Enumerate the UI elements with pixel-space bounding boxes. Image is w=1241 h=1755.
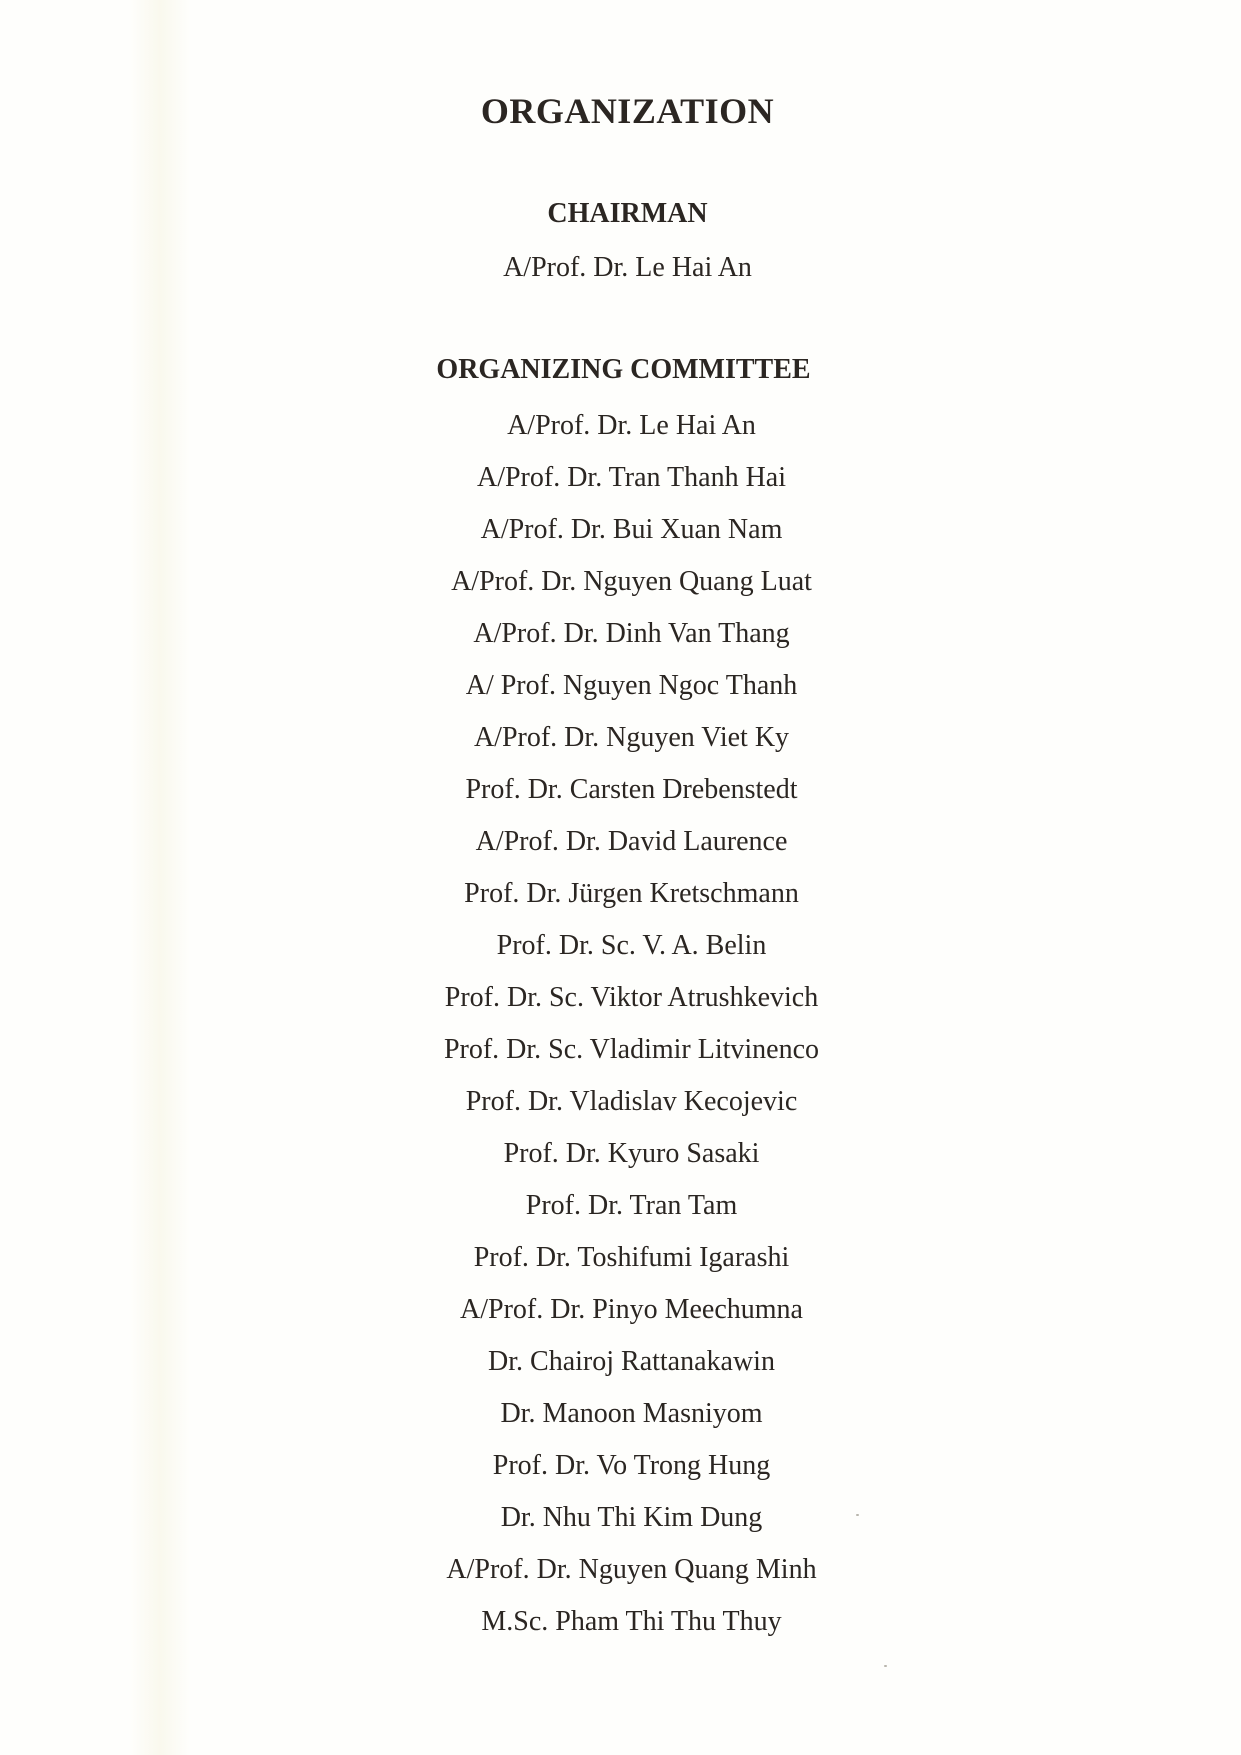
committee-member: Prof. Dr. Sc. V. A. Belin	[496, 930, 767, 961]
committee-member: A/Prof. Dr. Nguyen Viet Ky	[473, 722, 790, 753]
committee-member: Prof. Dr. Jürgen Kretschmann	[464, 878, 799, 909]
committee-member: A/Prof. Dr. Pinyo Meechumna	[460, 1294, 803, 1325]
committee-member: Prof. Dr. Sc. Vladimir Litvinenco	[443, 1034, 820, 1065]
committee-member-list	[0, 406, 1241, 1654]
committee-member: A/Prof. Dr. David Laurence	[475, 826, 788, 857]
chairman-heading: CHAIRMAN	[547, 198, 708, 229]
committee-member: M.Sc. Pham Thi Thu Thuy	[481, 1606, 782, 1637]
committee-member: Dr. Nhu Thi Kim Dung	[500, 1502, 763, 1533]
committee-member: Prof. Dr. Sc. Viktor Atrushkevich	[444, 982, 819, 1013]
committee-member: Prof. Dr. Vladislav Kecojevic	[465, 1086, 798, 1117]
committee-member: Prof. Dr. Tran Tam	[525, 1190, 738, 1221]
committee-member: Prof. Dr. Carsten Drebenstedt	[465, 774, 798, 805]
committee-member: A/Prof. Dr. Bui Xuan Nam	[480, 514, 783, 545]
organizing-committee-heading: ORGANIZING COMMITTEE	[436, 354, 811, 385]
committee-member: A/Prof. Dr. Tran Thanh Hai	[476, 462, 787, 493]
committee-member: A/Prof. Dr. Nguyen Quang Minh	[446, 1554, 817, 1585]
committee-member: Prof. Dr. Kyuro Sasaki	[503, 1138, 760, 1169]
committee-member: A/ Prof. Nguyen Ngoc Thanh	[465, 670, 798, 701]
scan-speck	[884, 1665, 887, 1667]
committee-member: A/Prof. Dr. Nguyen Quang Luat	[451, 566, 812, 597]
scan-speck	[856, 1514, 859, 1516]
committee-member: Dr. Chairoj Rattanakawin	[488, 1346, 775, 1377]
chairman-name: A/Prof. Dr. Le Hai An	[503, 252, 752, 283]
committee-member: Prof. Dr. Vo Trong Hung	[492, 1450, 771, 1481]
committee-member: Dr. Manoon Masniyom	[500, 1398, 763, 1429]
page-title: ORGANIZATION	[480, 91, 775, 131]
committee-member: A/Prof. Dr. Dinh Van Thang	[473, 618, 790, 649]
committee-member: A/Prof. Dr. Le Hai An	[507, 410, 756, 441]
committee-member: Prof. Dr. Toshifumi Igarashi	[473, 1242, 790, 1273]
